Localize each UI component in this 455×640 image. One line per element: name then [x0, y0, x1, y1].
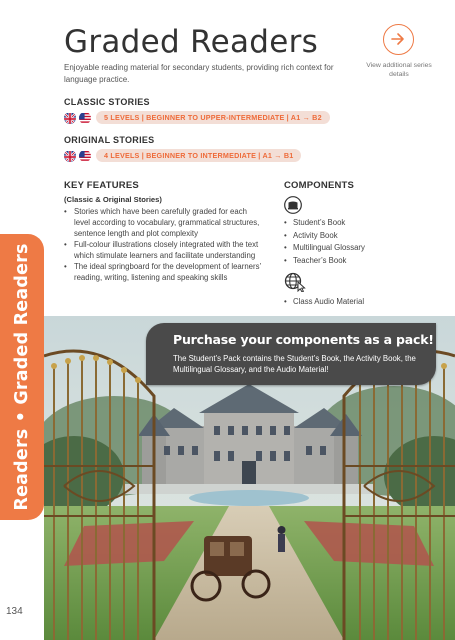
original-stories-heading: ORIGINAL STORIES [64, 135, 155, 145]
side-tab-label: Readers • Graded Readers [12, 243, 32, 511]
components-heading: COMPONENTS [284, 180, 355, 191]
digital-components-list [284, 296, 364, 307]
original-levels-badge: 4 LEVELS | BEGINNER TO INTERMEDIATE | A1 → B1 [96, 149, 301, 162]
list-item: • Multilingual Glossary [284, 242, 365, 255]
page-number: 134 [6, 606, 23, 617]
pack-title: Purchase your components as a pack! [173, 332, 434, 347]
page-subtitle: Enjoyable reading material for secondary students, providing rich context for language practice. [64, 63, 334, 84]
uk-flag-icon [64, 150, 76, 162]
globe-cursor-icon [284, 272, 308, 292]
classic-stories-heading: CLASSIC STORIES [64, 97, 150, 107]
list-item: • The ideal springboard for the development of learners’ reading, writing, listening and speaking skills [64, 261, 264, 283]
page-title: Graded Readers [64, 24, 319, 60]
key-features-list [64, 206, 264, 283]
view-details-link[interactable]: View additional series details [366, 62, 432, 78]
pack-description: The Student’s Pack contains the Student’s Book, the Activity Book, the Multilingual Glossary, and the Audio Material! [173, 354, 416, 374]
list-item: • Full-colour illustrations closely integrated with the text which stimulate learners and facilitate understanding [64, 239, 264, 261]
classic-levels-badge: 5 LEVELS | BEGINNER TO UPPER-INTERMEDIATE | A1 → B2 [96, 111, 330, 124]
list-item: • Class Audio Material [284, 296, 364, 307]
us-flag-icon [79, 150, 91, 162]
book-icon [284, 196, 302, 214]
list-item: • Student’s Book [284, 217, 365, 230]
uk-flag-icon [64, 112, 76, 124]
us-flag-icon [79, 112, 91, 124]
key-features-heading: KEY FEATURES [64, 180, 139, 191]
list-item: • Activity Book [284, 230, 365, 243]
list-item: • Stories which have been carefully graded for each level according to vocabulary, grammatical structures, sentence length and plot complexity [64, 206, 264, 239]
list-item: • Teacher’s Book [284, 255, 365, 268]
print-components-list [284, 217, 365, 267]
view-details-button[interactable] [383, 24, 414, 55]
key-features-subheading: (Classic & Original Stories) [64, 195, 162, 204]
arrow-right-circle-icon [384, 25, 412, 53]
